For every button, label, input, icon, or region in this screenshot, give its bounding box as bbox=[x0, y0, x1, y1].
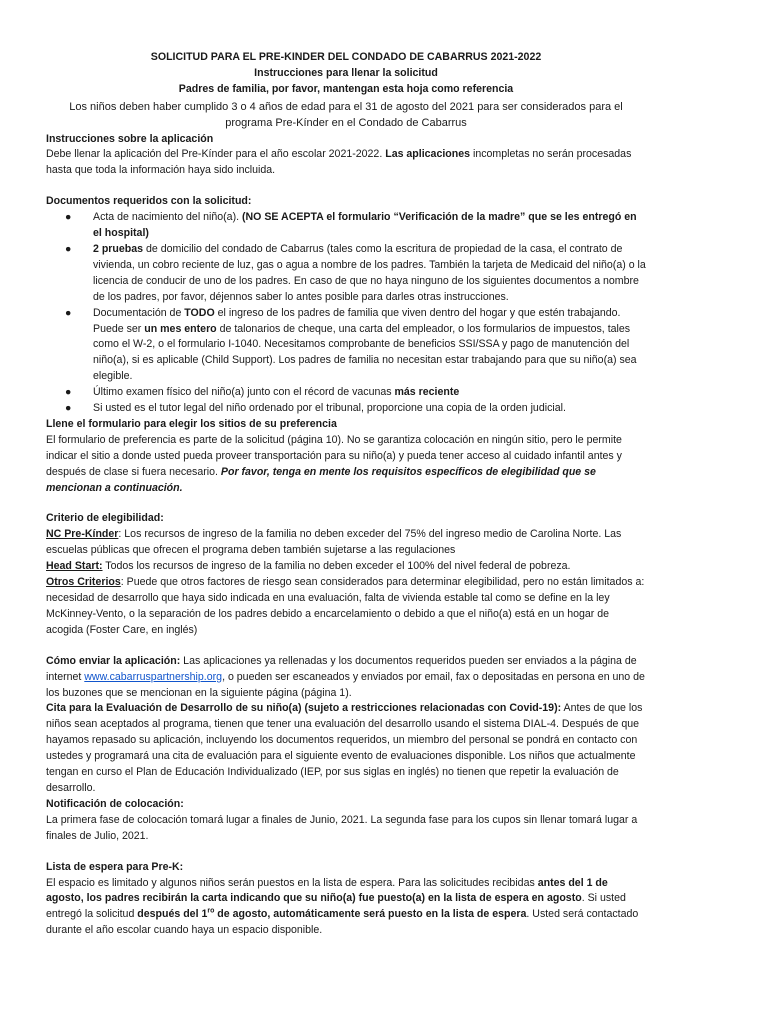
website-link[interactable]: www.cabarruspartnership.org bbox=[84, 670, 223, 683]
waitlist-heading: Lista de espera para Pre-K: bbox=[46, 860, 184, 873]
list-item: ● 2 pruebas de domicilio del condado de Cabarrus (tales como la escritura de propiedad de la casa, el contrato de vivienda, un cobro reciente de luz, gas o agua a nombre de los padres. También la tarjeta de Medicaid del niño(a) o la licencia de conducir de uno de los padres. En caso de que no haya ninguno de los siguientes documentos a nombre de los padres, por favor, déjennos saber lo antes posible para darles otras instrucciones. bbox=[65, 242, 646, 303]
application-instructions-text: Debe llenar la aplicación del Pre-Kínder para el año escolar 2021-2022. Las aplicaciones incompletas no serán procesadas hasta que toda la información haya sido incluida. bbox=[46, 148, 632, 177]
waitlist-text: El espacio es limitado y algunos niños serán puestos en la lista de espera. Para las solicitudes recibidas antes del 1 de agosto, los padres recibirán la carta indicando que su niño(a) fue puesto(a) en la lista de espera en agosto. Si usted entregó la solicitud después del $1^{ro}$ de agosto, automáticamente será puesto en la lista de espera. Usted será contactado durante el año escolar cuando haya un espacio disponible. bbox=[46, 876, 639, 937]
notification-heading: Notificación de colocación: bbox=[46, 797, 184, 810]
application-instructions-heading: Instrucciones sobre la aplicación bbox=[46, 132, 214, 145]
documents-list bbox=[46, 210, 646, 417]
list-item: ● Si usted es el tutor legal del niño ordenado por el tribunal, proporcione una copia de la orden judicial. bbox=[65, 402, 566, 415]
age-eligibility-intro: Los niños deben haber cumplido 3 o 4 años de edad para el 31 de agosto del 2021 para ser considerados para el programa Pre-Kínder en el Condado de Cabarrus bbox=[69, 100, 623, 129]
criteria-other: Otros Criterios: Puede que otros factores de riesgo sean considerados para determinar elegibilidad, pero no están limitados a: necesidad de desarrollo que haya sido indicada en una evaluación, falta de vivienda estable tal como se define en la ley McKinney-Vento, o la separación de los padres debido a encarcelamiento o debido a que el niño(a) está en un hogar de acogida (Foster Care, en inglés) bbox=[46, 576, 645, 636]
document-page bbox=[46, 50, 646, 939]
documents-heading: Documentos requeridos con la solicitud: bbox=[46, 195, 252, 208]
list-item: ● Acta de nacimiento del niño(a). (NO SE ACEPTA el formulario “Verificación de la madre” que se les entregó en el hospital) bbox=[65, 211, 637, 240]
list-item: ● Documentación de TODO el ingreso de los padres de familia que viven dentro del hogar y que estén trabajando. Puede ser un mes entero de talonarios de cheque, una carta del empleador, o los formularios de impuestos, tales como el W-2, o el formulario I-1040. Necesitamos comprobante de beneficios SSI/SSA y pago de manutención del niño(a), si es aplicable (Child Support). Los padres de familia no necesitan estar trabajando para que su niño(a) sea elegible. bbox=[65, 306, 637, 383]
sending-instructions: Cómo enviar la aplicación: Las aplicaciones ya rellenadas y los documentos requeridos pueden ser enviados a la página de internet www.cabarruspartnership.org, o pueden ser escaneados y enviados por email, fax o depositadas en persona en uno de los buzones que se mencionan en la siguiente página (página 1). bbox=[46, 654, 645, 699]
criteria-head-start: Head Start: Todos los recursos de ingreso de la familia no deben exceder el 100% del nivel federal de pobreza. bbox=[46, 560, 571, 573]
document-title: SOLICITUD PARA EL PRE-KINDER DEL CONDADO DE CABARRUS 2021-2022 bbox=[150, 51, 542, 63]
preference-text: El formulario de preferencia es parte de la solicitud (página 10). No se garantiza colocación en ningún sitio, pero le permite indicar el sitio a donde usted pueda proveer transportación para su niño(a) y pueda tener acceso al cuidado infantil antes y después de clase si fuera necesario. Por favor, tenga en mente los requisitos específicos de elegibilidad que se mencionan a continuación. bbox=[46, 433, 622, 494]
preference-heading: Llene el formulario para elegir los sitios de su preferencia bbox=[46, 417, 337, 430]
document-subtitle: Instrucciones para llenar la solicitud bbox=[254, 66, 438, 79]
criteria-nc-prek: NC Pre-Kínder: Los recursos de ingreso de la familia no deben exceder del 75% del ingreso medio de Carolina Norte. Las escuelas públicas que ofrecen el programa deben también sujetarse a las regulaciones bbox=[46, 528, 622, 557]
notification-text: La primera fase de colocación tomará lugar a finales de Junio, 2021. La segunda fase para los cupos sin llenar tomará lugar a finales de Julio, 2021. bbox=[46, 813, 638, 842]
criteria-heading: Criterio de elegibilidad: bbox=[46, 512, 164, 525]
list-item: ● Último examen físico del niño(a) junto con el récord de vacunas más reciente bbox=[65, 386, 460, 399]
reference-note: Padres de familia, por favor, mantengan esta hoja como referencia bbox=[178, 82, 514, 95]
appointment-instructions: Cita para la Evaluación de Desarrollo de su niño(a) (sujeto a restricciones relacionadas con Covid-19): Antes de que los niños sean aceptados al programa, tienen que tener una evaluación del desarrollo usando el sistema DIAL-4. Después de que hayamos repasado su aplicación, incluyendo los documentos requeridos, un miembro del personal se pondrá en contacto con ustedes y programará una cita de evaluación para el siguiente evento de evaluaciones disponible. Los niños que actualmente tengan en curso el Plan de Educación Individualizado (IEP, por sus siglas en inglés) no tienen que repetir la evaluación de desarrollo. bbox=[46, 702, 643, 794]
